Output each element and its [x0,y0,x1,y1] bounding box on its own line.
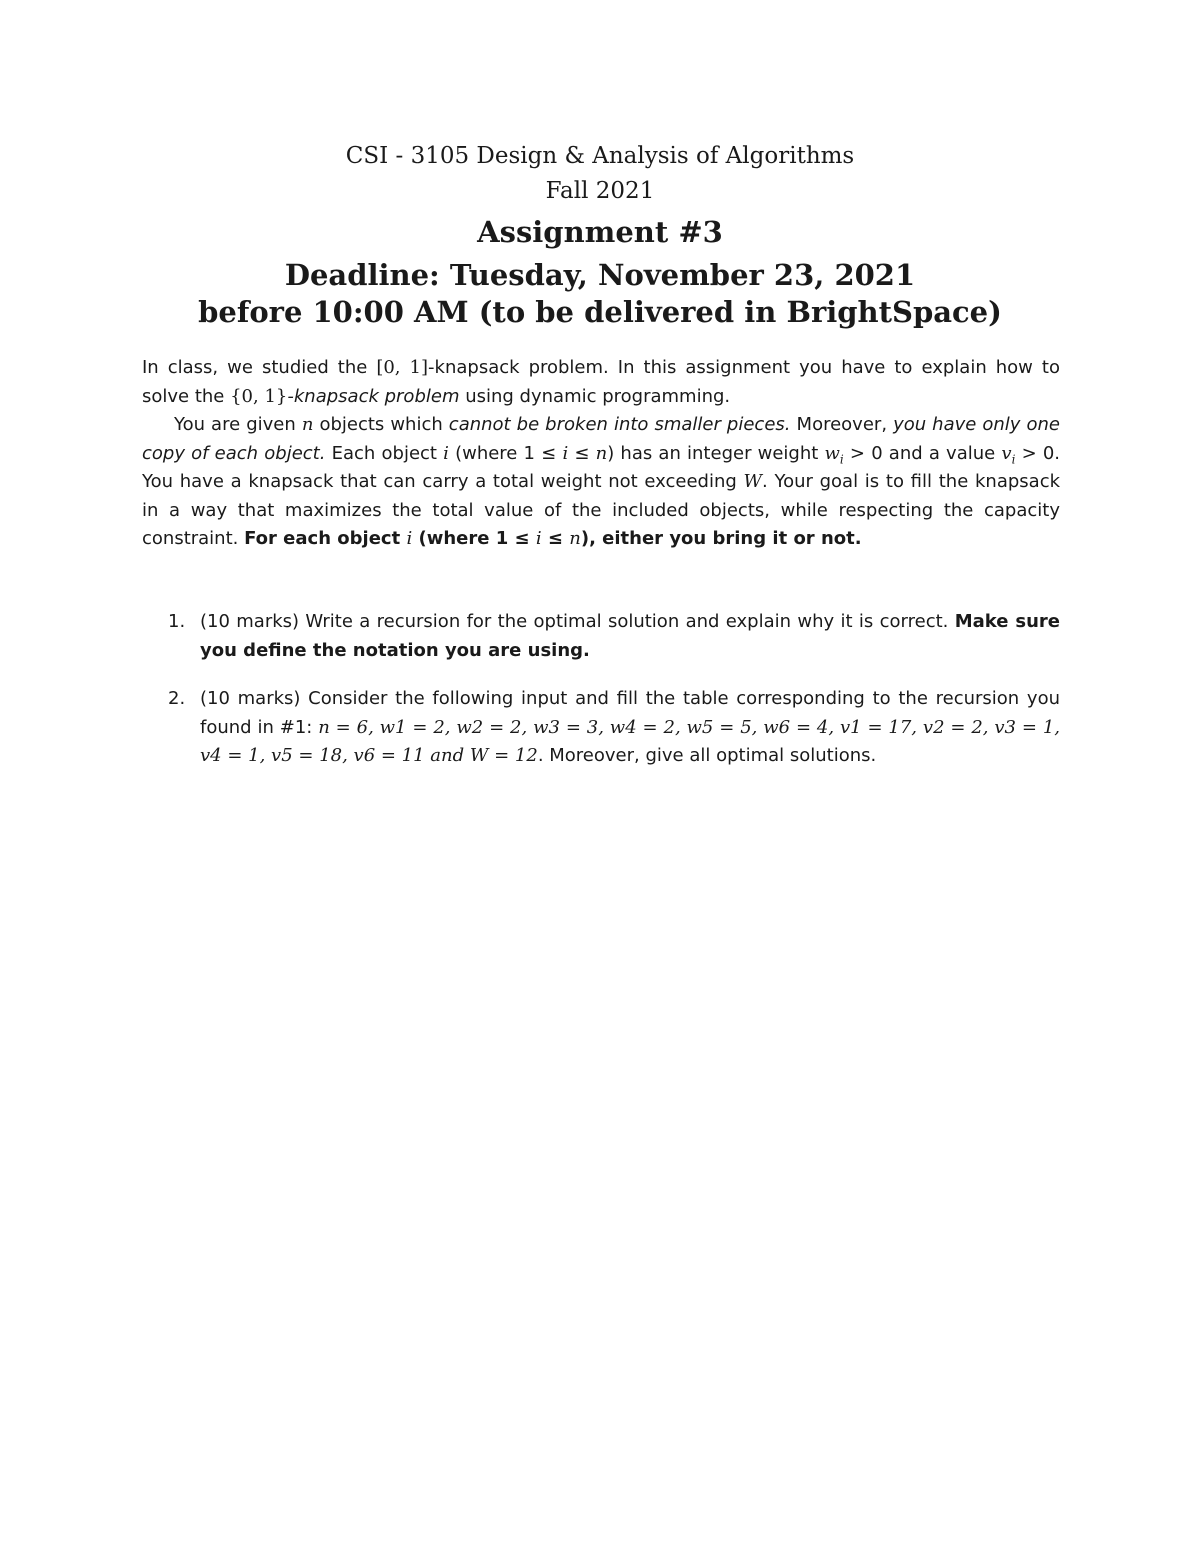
question-number: 2. [168,688,186,709]
problem-description-paragraph: You are given n objects which cannot be broken into smaller pieces. Moreover, you have only one copy of each object. Each object i (where 1 ≤ i ≤ n) has an integer weight $w_i > 0$ and a value $v_i > 0$. You have a knapsack that can carry a total weight not exceeding W. Your goal is to fill the knapsack in a way that maximizes the total value of the included objects, while respecting the capacity constraint. For each object i (where 1 ≤ i ≤ n), either you bring it or not. [142,414,1061,550]
intro-paragraph: In class, we studied the [0, 1]-knapsack problem. In this assignment you have to explain how to solve the {0, 1}-knapsack problem using dynamic programming. [142,357,1060,407]
delivery-note: before 10:00 AM (to be delivered in BrightSpace) [198,295,1002,329]
deadline: Deadline: Tuesday, November 23, 2021 [284,258,916,292]
term: Fall 2021 [545,178,655,204]
question-text: (10 marks) Write a recursion for the optimal solution and explain why it is correct. Make sure you define the notation you are using. [200,611,1060,661]
question-number: 1. [168,611,186,632]
input-instance: n = 6, w1 = 2, w2 = 2, w3 = 3, w4 = 2, w5 = 5, w6 = 4, v1 = 17, v2 = 2, v3 = 1, v4 = 1, v5 = 18, v6 = 11 and W = 12 [200,716,1060,767]
course-title: CSI - 3105 Design & Analysis of Algorithms [345,143,855,169]
question-text: (10 marks) Consider the following input and fill the table corresponding to the recursion you found in #1: n = 6, w1 = 2, w2 = 2, w3 = 3, w4 = 2, w5 = 5, w6 = 4, v1 = 17, v2 = 2, v3 = 1, v4 = 1, v5 = 18, v6 = 11 and W = 12. Moreover, give all optimal solutions. [200,688,1060,767]
assignment-title: Assignment #3 [477,215,723,249]
